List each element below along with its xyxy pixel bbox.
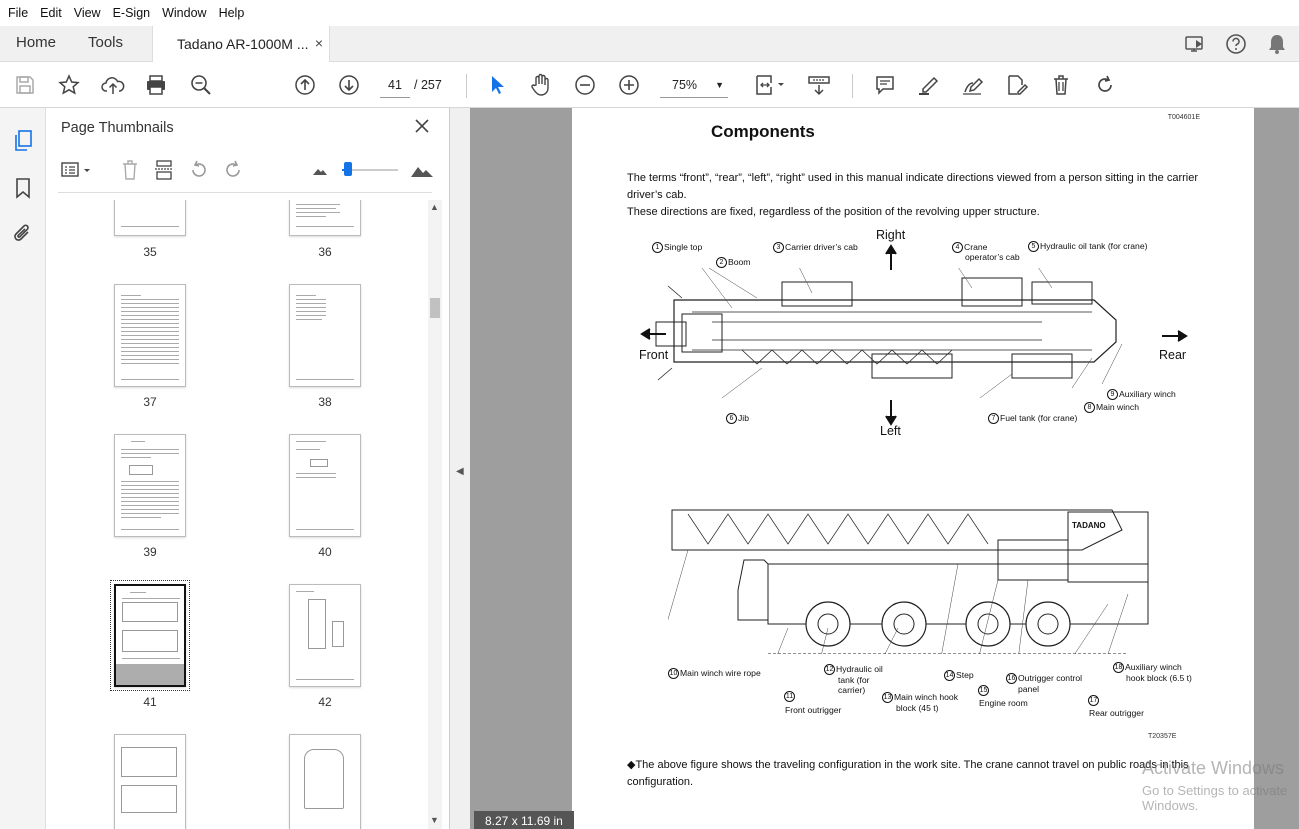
thumbnail-label: 38 [318,395,332,409]
thumbnail-page-36[interactable] [289,200,361,236]
component-label-7: 7 Fuel tank (for crane) [988,413,1077,424]
menu-edit[interactable]: Edit [40,6,62,20]
close-panel-icon[interactable] [412,116,432,136]
arrow-left-icon [640,328,666,340]
component-label-5: 5 Hydraulic oil tank (for crane) [1028,241,1147,252]
thumbnail-list [58,200,428,829]
component-label-13: 13 Main winch hook [883,692,959,702]
component-label-14: 14 Step [945,670,974,680]
page-heading: Components [711,122,815,141]
thumbnail-size-slider[interactable] [342,166,398,174]
component-label-9: 9 Auxiliary winch [1107,389,1176,400]
toolbar-divider [852,74,853,98]
menu-help[interactable]: Help [218,6,245,20]
menu-esign[interactable]: E-Sign [112,6,151,20]
component-label-12-cont: carrier) [838,685,866,695]
page-thumbnails-icon[interactable] [10,128,36,154]
direction-rear: Rear [1159,348,1187,362]
menu-file[interactable]: File [8,6,29,20]
next-page-icon[interactable] [336,72,362,98]
thumbnail-page-42[interactable] [289,584,361,687]
arrow-right-icon [1162,330,1188,342]
activation-watermark-text: Go to Settings to activate Windows. [1142,783,1288,813]
tab-home[interactable]: Home [16,34,57,51]
collapse-arrow-icon: ◀ [456,466,464,477]
print-icon[interactable] [143,72,169,98]
tab-document-label: Tadano AR-1000M ... [177,36,309,52]
large-thumbnails-icon[interactable] [410,158,434,182]
component-label-12-cont: tank (for [838,675,870,685]
crane-side-view-diagram [668,504,1168,654]
page-code: T004601E [1167,114,1200,121]
close-tab-icon[interactable]: × [314,35,323,51]
truck-brand-text: TADANO [1072,521,1106,530]
intro-paragraph [627,170,1207,221]
arrow-up-icon [885,244,897,270]
thumbnail-label: 41 [143,695,157,709]
paragraph-line: The terms “front”, “rear”, “left”, “right” used in this manual indicate directions viewed from a person sitting in the carrier [627,172,1198,184]
hand-tool-icon[interactable] [528,72,554,98]
fit-page-icon[interactable] [752,72,788,98]
component-label-16-cont: panel [1018,684,1040,694]
component-label-3: 3 Carrier driver’s cab [773,242,858,253]
crane-top-view-diagram [632,268,1192,398]
zoom-search-icon[interactable] [188,72,214,98]
component-label-18-cont: hook block (6.5 t) [1126,673,1192,683]
redo-rotate-icon[interactable] [1092,72,1118,98]
component-label-2: 2 Boom [716,257,750,268]
notifications-icon[interactable] [1264,31,1290,57]
share-screen-icon[interactable] [1182,31,1208,57]
component-label-1: 1 Single top [652,242,702,253]
thumbnail-page-44[interactable] [289,734,361,829]
tab-bar [0,26,1299,62]
activation-watermark-title: Activate Windows [1142,758,1285,778]
paragraph-line: configuration. [627,776,694,788]
thumbnail-page-41[interactable] [114,584,186,687]
scrollbar-thumb[interactable] [430,298,440,318]
note-paragraph [627,757,1207,791]
scroll-up-icon[interactable]: ▲ [430,202,439,212]
delete-pages-icon[interactable] [118,158,142,182]
component-label-17-text: Rear outrigger [1089,708,1144,718]
rotate-left-icon[interactable] [187,158,211,182]
figure-code: T20357E [1148,733,1177,740]
document-view[interactable] [470,108,1299,829]
page-total: / 257 [414,78,442,92]
direction-front: Front [639,348,669,362]
main-toolbar [0,62,1299,108]
page-number-input[interactable]: 41 [380,72,410,98]
pdf-page [572,108,1254,829]
page-size-indicator: 8.27 x 11.69 in [474,811,574,829]
insert-pages-icon[interactable] [152,158,176,182]
left-rail [0,108,46,829]
save-icon[interactable] [12,72,38,98]
zoom-level-select[interactable] [660,72,728,98]
toolbar-divider [466,74,467,98]
edit-document-icon[interactable] [1004,72,1030,98]
select-cursor-icon[interactable] [484,72,510,98]
bookmark-star-icon[interactable] [56,72,82,98]
panel-title: Page Thumbnails [61,120,174,136]
component-label-16: 16 Outrigger control [1007,673,1083,683]
paragraph-line: ◆The above figure shows the traveling configuration in the work site. The crane cannot travel on public roads in this [627,759,1189,771]
scroll-mode-icon[interactable] [806,72,832,98]
thumbnail-page-37[interactable] [114,284,186,387]
direction-right: Right [876,228,906,242]
component-label-12: 12 Hydraulic oil [825,664,883,674]
scroll-down-icon[interactable]: ▼ [430,815,439,825]
paragraph-line: driver’s cab. [627,189,687,201]
component-label-8: 8 Main winch [1084,402,1139,413]
thumbnail-page-35[interactable] [114,200,186,236]
slider-handle[interactable] [344,162,352,176]
component-label-15: 15 [979,687,988,695]
component-label-13-cont: block (45 t) [896,703,939,713]
zoom-out-icon[interactable] [572,72,598,98]
visible-area-indicator[interactable] [116,664,184,685]
zoom-in-icon[interactable] [616,72,642,98]
delete-trash-icon[interactable] [1048,72,1074,98]
tab-tools[interactable]: Tools [88,34,124,51]
component-label-15-text: Engine room [979,698,1028,708]
thumbnail-page-38[interactable] [289,284,361,387]
thumbnail-page-40[interactable] [289,434,361,537]
menu-view[interactable]: View [73,6,101,20]
sign-pen-icon[interactable] [960,72,986,98]
paragraph-line: These directions are fixed, regardless of the position of the revolving upper structure. [627,206,1040,218]
component-label-10: 10 Main winch wire rope [669,668,761,678]
thumbnail-label: 37 [143,395,157,409]
bookmarks-icon[interactable] [10,175,36,201]
thumbnail-options-icon[interactable] [60,158,96,182]
small-thumbnails-icon[interactable] [308,158,332,182]
component-label-17: 17 [1089,697,1098,705]
cloud-upload-icon[interactable] [100,72,126,98]
collapse-panel-handle[interactable] [450,108,470,829]
direction-left: Left [880,424,901,438]
attachments-paperclip-icon[interactable] [10,220,36,246]
arrow-down-icon [885,400,897,426]
previous-page-icon[interactable] [292,72,318,98]
rotate-right-icon[interactable] [221,158,245,182]
component-label-11-text: Front outrigger [785,705,842,715]
thumbnail-scrollbar[interactable] [428,200,442,829]
highlight-pen-icon[interactable] [916,72,942,98]
component-label-18: 18 Auxiliary winch [1114,662,1182,672]
panel-divider [58,192,432,193]
comment-icon[interactable] [872,72,898,98]
component-label-4: 4 Crane [952,242,987,253]
thumbnail-label: 39 [143,545,157,559]
thumbnail-page-39[interactable] [114,434,186,537]
help-icon[interactable] [1223,31,1249,57]
zoom-level-value: 75% [672,78,698,92]
component-label-11: 11 [785,693,794,701]
component-label-4-cont: operator’s cab [965,252,1020,262]
thumbnail-label: 36 [318,245,332,259]
thumbnail-label: 40 [318,545,332,559]
thumbnail-label: 35 [143,245,157,259]
chevron-down-icon: ▼ [715,80,724,90]
component-label-6: 6 Jib [726,413,749,424]
thumbnails-panel [46,108,450,829]
menu-window[interactable]: Window [162,6,207,20]
tab-document[interactable] [152,26,330,62]
thumbnail-page-43[interactable] [114,734,186,829]
thumbnail-label: 42 [318,695,332,709]
menu-bar [0,0,1299,26]
